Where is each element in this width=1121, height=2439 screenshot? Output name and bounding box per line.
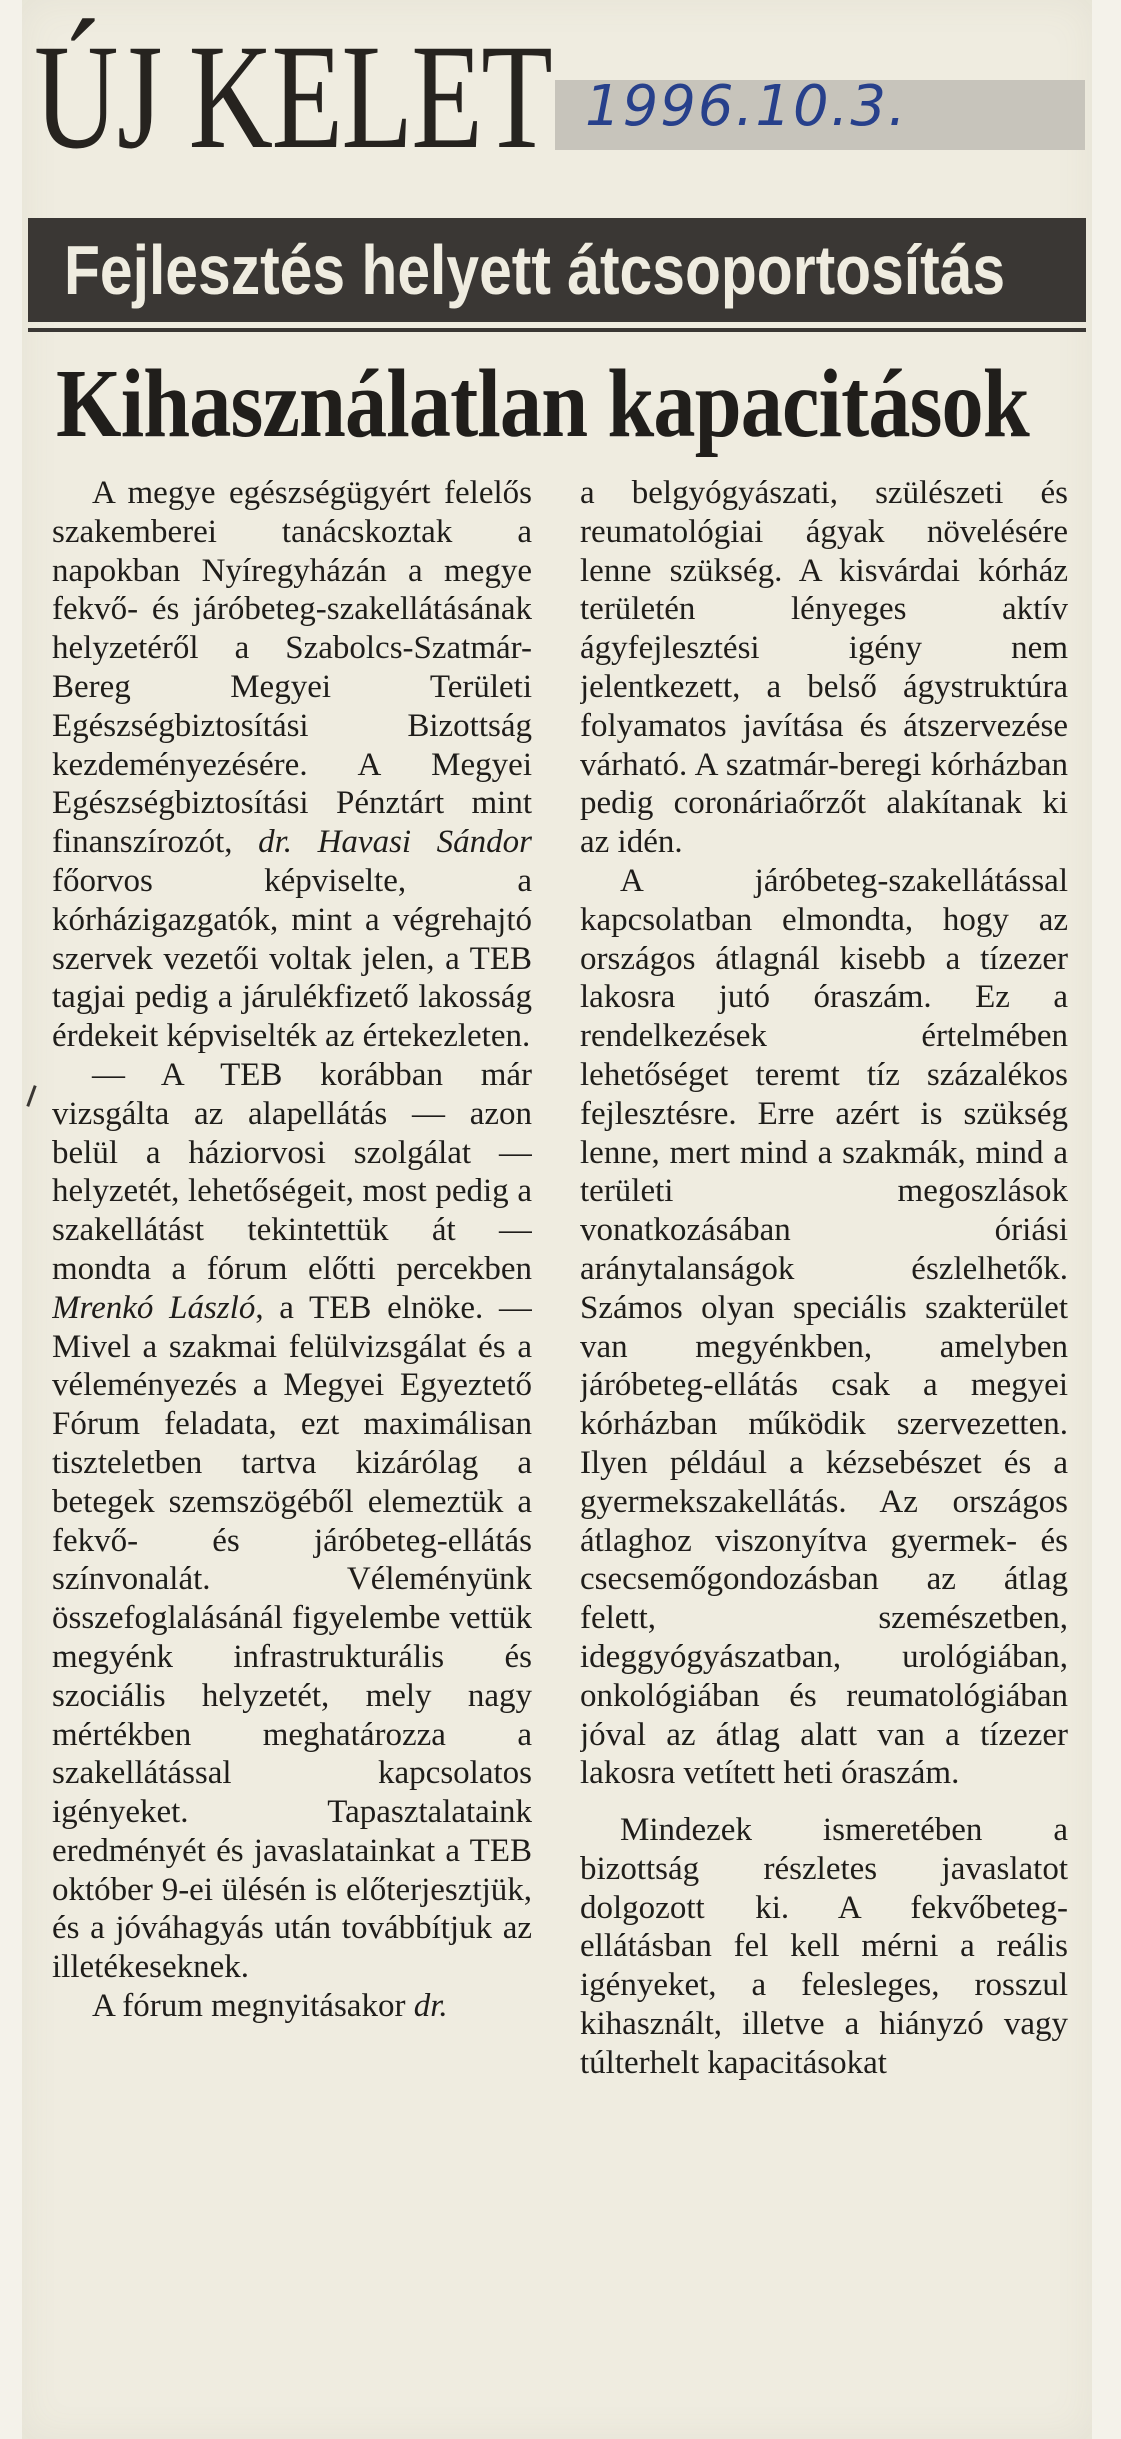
article-headline: Kihasználatlan kapacitások	[56, 350, 1029, 458]
newspaper-masthead: ÚJ KELET	[34, 14, 552, 180]
paragraph: Mindezek ismeretében a bizottság részletes javaslatot dolgozott ki. A fekvőbeteg-ellátásban fel kell mérni a reális igényeket, a felesleges, rosszul kihasznált, illetve a hiányzó vagy túlterhelt kapacitásokat	[580, 1812, 1068, 2081]
text-run: A fórum megnyitásakor	[92, 1988, 414, 2025]
paragraph	[52, 1056, 532, 1987]
article-column-left	[52, 474, 532, 2439]
person-name: dr. Havasi Sándor	[258, 824, 532, 861]
text-run: főorvos képviselte, a kórházigazgatók, mint a végrehajtó szervek vezetői voltak jelen, a TEB tagjai pedig a járulékfizető lakosság érdekeit képviselték az értekezleten.	[52, 862, 532, 1055]
article-column-right	[580, 474, 1068, 2439]
person-name: dr.	[413, 1988, 448, 2025]
text-run: — A TEB korábban már vizsgálta az alapellátás — azon belül a háziorvosi szolgálat — helyzetét, lehetőségeit, most pedig a szakellátást tekintettük át — mondta a fórum előtti percekben	[52, 1056, 532, 1287]
paragraph	[52, 1987, 532, 2026]
text-run: , a TEB elnöke. — Mivel a szakmai felülvizsgálat és a véleményezés a Megyei Egyeztető Fórum feladata, ezt maximálisan tiszteletben tartva kizárólag a betegek szemszögéből elemeztük a fekvő- és járóbeteg-ellátás színvonalát. Véleményünk összefoglalásánál figyelembe vettük megyénk infrastrukturális és szociális helyzetét, mely nagy mértékben meghatározza a szakellátással kapcsolatos igényeket. Tapasztalataink eredményét és javaslatainkat a TEB október 9-ei ülésén is előterjesztjük, és a jóváhagyás után továbbítjuk az illetékeseknek.	[52, 1289, 532, 1986]
paragraph	[52, 474, 532, 1056]
paragraph: A járóbeteg-szakellátással kapcsolatban elmondta, hogy az országos átlagnál kisebb a tízezer lakosra jutó óraszám. Ez a rendelkezések értelmében lehetőséget teremt tíz százalékos fejlesztésre. Erre azért is szükség lenne, mert mind a szakmák, mind a területi megoszlások vonatkozásában óriási aránytalanságok észlelhetők. Számos olyan speciális szakterület van megyénkben, amelyben járóbeteg-ellátás csak a megyei kórházban működik szervezetten. Ilyen például a kézsebészet és a gyermekszakellátás. Az országos átlaghoz viszonyítva gyermek- és csecsemőgondozásban az átlag felett, szemészetben, ideggyógyászatban, urológiában, onkológiában és reumatológiában jóval az átlag alatt van a tízezer lakosra vetített heti óraszám.	[580, 862, 1068, 1792]
title-rule	[28, 328, 1086, 332]
person-name: Mrenkó László	[52, 1289, 256, 1326]
text-run: A megye egészségügyért felelős szakemberei tanácskoztak a napokban Nyíregyházán a megye fekvő- és járóbeteg-szakellátásának helyzetéről a Szabolcs-Szatmár-Bereg Megyei Területi Egészségbiztosítási Bizottság kezdeményezésére. A Megyei Egészségbiztosítási Pénztárt mint finanszírozót,	[52, 475, 532, 861]
paragraph: a belgyógyászati, szülészeti és reumatológiai ágyak növelésére lenne szükség. A kisvárdai kórház területén lényeges aktív ágyfejlesztési igény nem jelentkezett, a belső ágystruktúra folyamatos javítása és átszervezése várható. A szatmár-beregi kórházban pedig coronáriaőrzőt alakítanak ki az idén.	[580, 475, 1068, 861]
handwritten-date: 1996.10.3.	[585, 74, 908, 139]
paragraph-gap	[580, 1793, 1068, 1811]
article-kicker: Fejlesztés helyett átcsoportosítás	[64, 231, 1006, 309]
